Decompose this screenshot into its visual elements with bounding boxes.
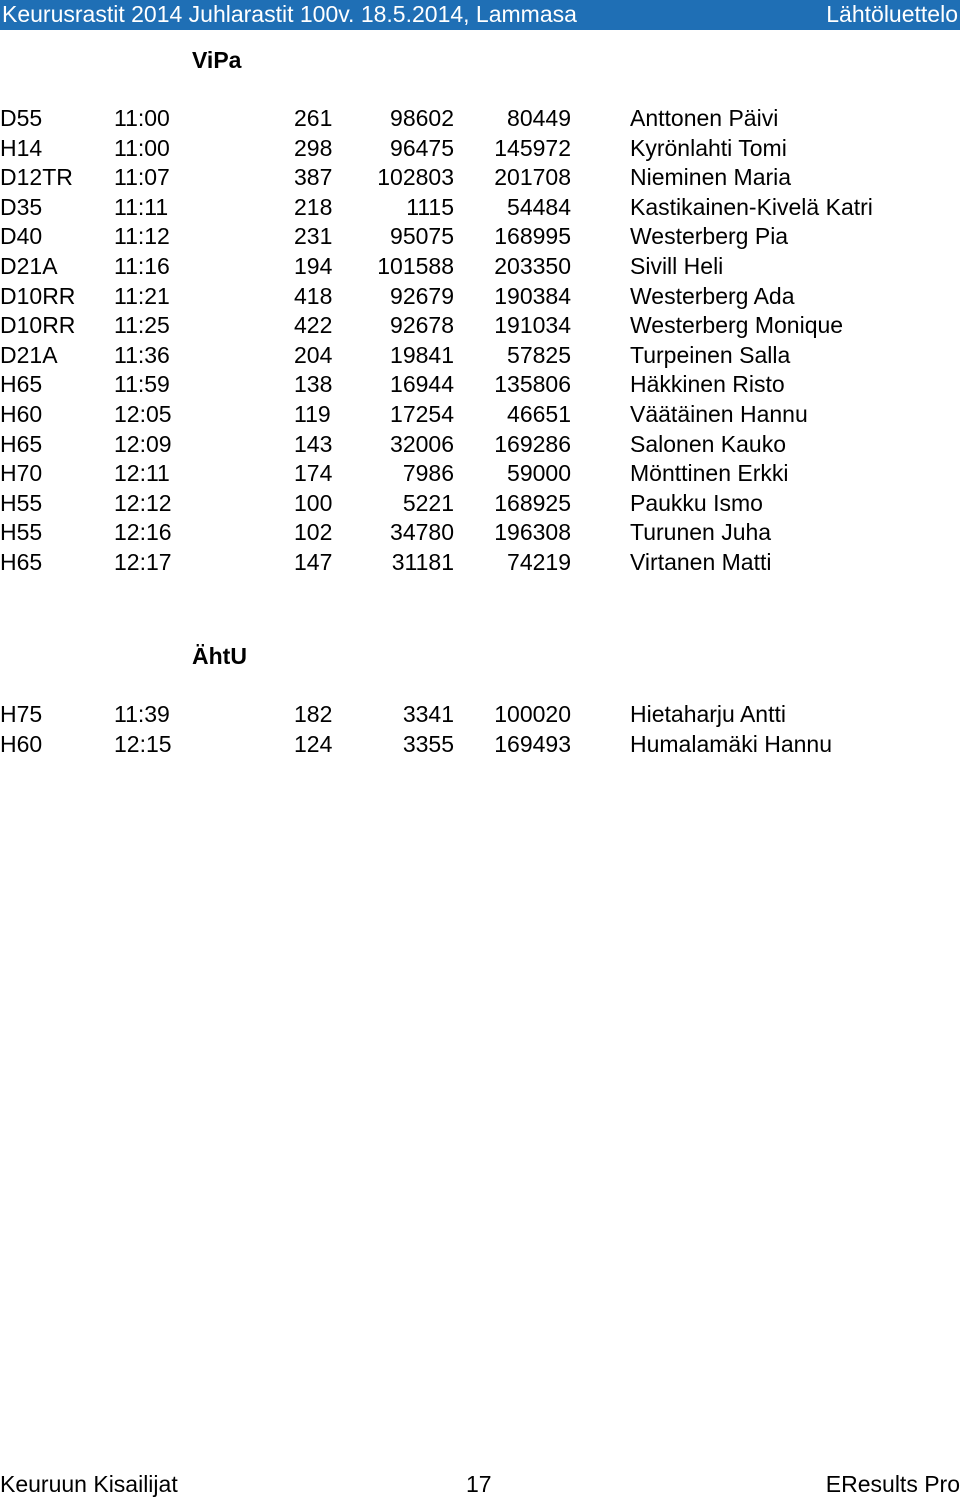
emit-number-cell: 101588 [377, 253, 454, 279]
bib-number-cell: 182 [294, 701, 333, 727]
emit-number-cell: 98602 [390, 105, 454, 131]
emit-number-cell: 3341 [402, 701, 454, 727]
bib-number-cell: 102 [294, 519, 333, 546]
start-time-cell: 12:11 [114, 460, 170, 487]
emit-number-cell: 102803 [377, 164, 454, 191]
competitor-name-cell: Kyrönlahti Tomi [630, 134, 787, 161]
start-time-cell: 11:16 [114, 253, 170, 279]
bib-number-cell: 231 [294, 223, 333, 250]
start-list-row [0, 730, 960, 758]
competitor-name-cell: Paukku Ismo [630, 489, 763, 516]
card-number-cell: 74219 [507, 549, 571, 575]
card-number-cell: 80449 [507, 105, 571, 131]
bib-number-cell: 174 [294, 460, 333, 487]
start-time-cell: 11:59 [114, 371, 170, 398]
page-footer [0, 1470, 960, 1500]
competitor-name-cell: Turpeinen Salla [630, 341, 791, 368]
class-cell: D40 [0, 223, 43, 250]
club-heading-vipa: ViPa [192, 47, 242, 73]
start-time-cell: 12:17 [114, 549, 172, 575]
card-number-cell: 54484 [507, 193, 571, 220]
bib-number-cell: 147 [294, 549, 333, 575]
emit-number-cell: 92678 [390, 312, 454, 339]
competitor-name-cell: Anttonen Päivi [630, 105, 779, 131]
start-time-cell: 12:15 [114, 730, 172, 757]
card-number-cell: 168925 [494, 489, 571, 516]
competitor-name-cell: Turunen Juha [630, 519, 772, 546]
class-cell: H70 [0, 460, 43, 487]
card-number-cell: 169493 [494, 730, 571, 757]
bib-number-cell: 204 [294, 341, 333, 368]
start-list-row [0, 311, 960, 339]
start-list-row [0, 489, 960, 517]
start-list-row [0, 430, 960, 458]
card-number-cell: 100020 [494, 701, 571, 727]
bib-number-cell: 100 [294, 489, 333, 516]
card-number-cell: 145972 [494, 134, 571, 161]
card-number-cell: 135806 [494, 371, 571, 398]
start-list-row [0, 134, 960, 162]
start-list-row [0, 459, 960, 487]
competitor-name-cell: Sivill Heli [630, 253, 724, 279]
start-list-row [0, 370, 960, 398]
start-time-cell: 11:11 [114, 193, 169, 220]
start-list-row [0, 548, 960, 576]
bib-number-cell: 387 [294, 164, 333, 191]
bib-number-cell: 138 [294, 371, 333, 398]
start-list-row [0, 400, 960, 428]
bib-number-cell: 194 [294, 253, 333, 279]
competitor-name-cell: Humalamäki Hannu [630, 730, 832, 757]
emit-number-cell: 34780 [390, 519, 454, 546]
start-list-row [0, 700, 960, 728]
competitor-name-cell: Salonen Kauko [630, 430, 787, 457]
class-cell: H65 [0, 371, 43, 398]
competitor-name-cell: Hietaharju Antti [630, 701, 786, 727]
bib-number-cell: 261 [294, 105, 333, 131]
class-cell: H55 [0, 489, 43, 516]
start-list-row [0, 341, 960, 369]
document-type: Lähtöluettelo [826, 1, 958, 27]
start-list-row [0, 104, 960, 132]
card-number-cell: 190384 [494, 282, 571, 309]
emit-number-cell: 7986 [402, 460, 454, 487]
bib-number-cell: 422 [294, 312, 333, 339]
software-name: EResults Pro [825, 1471, 960, 1497]
competitor-name-cell: Westerberg Monique [630, 312, 844, 339]
card-number-cell: 59000 [507, 460, 571, 487]
competitor-name-cell: Nieminen Maria [630, 164, 792, 191]
start-list-row [0, 518, 960, 546]
bib-number-cell: 298 [294, 134, 333, 161]
card-number-cell: 201708 [494, 164, 571, 191]
start-time-cell: 12:09 [114, 430, 172, 457]
start-time-cell: 11:00 [114, 134, 170, 161]
card-number-cell: 196308 [494, 519, 571, 546]
bib-number-cell: 143 [294, 430, 333, 457]
start-list-row [0, 282, 960, 310]
emit-number-cell: 32006 [390, 430, 454, 457]
club-heading-ahtu: ÄhtU [192, 643, 247, 669]
start-time-cell: 11:36 [114, 341, 170, 368]
start-time-cell: 11:25 [114, 312, 170, 339]
start-time-cell: 11:00 [114, 105, 170, 131]
footer-club: Keuruun Kisailijat [0, 1471, 178, 1497]
emit-number-cell: 16944 [390, 371, 454, 398]
competitor-name-cell: Häkkinen Risto [630, 371, 785, 398]
bib-number-cell: 124 [294, 730, 333, 757]
emit-number-cell: 1115 [406, 193, 454, 220]
class-cell: D35 [0, 193, 43, 220]
start-time-cell: 11:12 [114, 223, 170, 250]
class-cell: D10RR [0, 312, 76, 339]
event-title: Keurusrastit 2014 Juhlarastit 100v. 18.5.2014, Lammasa [2, 1, 577, 27]
class-cell: H60 [0, 401, 43, 427]
page-header [0, 0, 960, 30]
start-time-cell: 11:21 [114, 282, 170, 309]
class-cell: D21A [0, 253, 58, 279]
competitor-name-cell: Mönttinen Erkki [630, 460, 789, 487]
bib-number-cell: 119 [294, 401, 331, 427]
class-cell: H60 [0, 730, 43, 757]
competitor-name-cell: Kastikainen-Kivelä Katri [630, 193, 873, 220]
card-number-cell: 169286 [494, 430, 571, 457]
emit-number-cell: 92679 [390, 282, 454, 309]
class-cell: H65 [0, 549, 43, 575]
competitor-name-cell: Väätäinen Hannu [630, 401, 808, 427]
competitor-name-cell: Westerberg Pia [630, 223, 789, 250]
emit-number-cell: 19841 [390, 341, 454, 368]
start-time-cell: 12:16 [114, 519, 172, 546]
emit-number-cell: 3355 [402, 730, 454, 757]
emit-number-cell: 31181 [391, 549, 454, 575]
card-number-cell: 46651 [507, 401, 571, 427]
start-list-row [0, 193, 960, 221]
start-list-row [0, 163, 960, 191]
card-number-cell: 203350 [494, 253, 571, 279]
bib-number-cell: 218 [294, 193, 333, 220]
start-time-cell: 11:39 [114, 701, 170, 727]
class-cell: D55 [0, 105, 43, 131]
emit-number-cell: 96475 [390, 134, 454, 161]
class-cell: D21A [0, 341, 58, 368]
competitor-name-cell: Virtanen Matti [630, 549, 772, 575]
emit-number-cell: 17254 [390, 401, 454, 427]
emit-number-cell: 95075 [390, 223, 454, 250]
class-cell: D12TR [0, 164, 73, 191]
start-list-row [0, 252, 960, 280]
class-cell: H55 [0, 519, 43, 546]
card-number-cell: 191034 [494, 312, 571, 339]
class-cell: D10RR [0, 282, 76, 309]
start-list-row [0, 222, 960, 250]
class-cell: H14 [0, 134, 43, 161]
class-cell: H75 [0, 701, 43, 727]
class-cell: H65 [0, 430, 43, 457]
card-number-cell: 57825 [507, 341, 571, 368]
card-number-cell: 168995 [494, 223, 571, 250]
start-time-cell: 12:12 [114, 489, 172, 516]
competitor-name-cell: Westerberg Ada [630, 282, 795, 309]
start-time-cell: 11:07 [114, 164, 170, 191]
bib-number-cell: 418 [294, 282, 333, 309]
start-time-cell: 12:05 [114, 401, 172, 427]
emit-number-cell: 5221 [402, 489, 454, 516]
page-number: 17 [466, 1471, 492, 1497]
